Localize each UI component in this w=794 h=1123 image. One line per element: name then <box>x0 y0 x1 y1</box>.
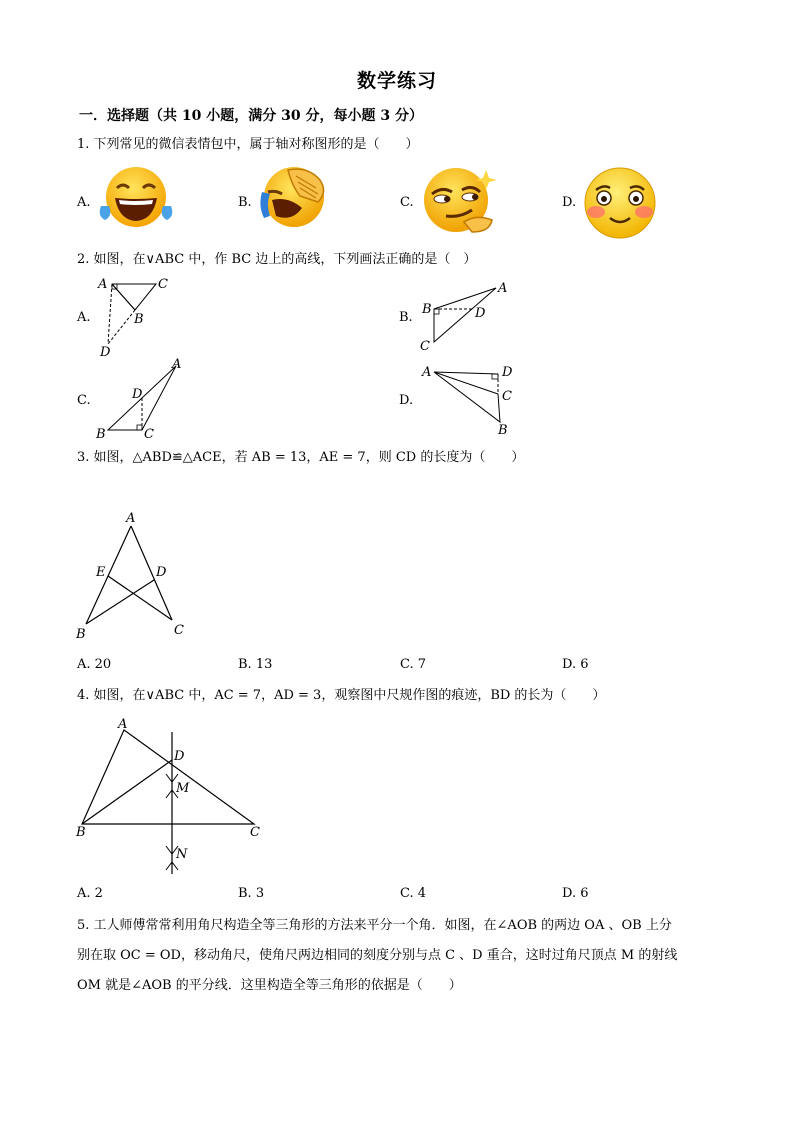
q3-option-d[interactable]: D. 6 <box>562 657 589 672</box>
q3-figure <box>72 506 202 646</box>
q2b-label-b: B <box>422 302 432 317</box>
q2b-label-c: C <box>420 339 430 354</box>
q2d-label-d: D <box>502 365 513 380</box>
q2c-label-a: A <box>172 357 182 372</box>
q3-label-c: C <box>174 623 184 638</box>
q2-option-b[interactable]: B. <box>399 310 413 325</box>
q1-option-b[interactable]: B. <box>238 195 252 210</box>
q2-option-c[interactable]: C. <box>77 393 91 408</box>
smirk-emoji <box>420 166 500 236</box>
q2-stem: 2. 如图，在∨ABC 中，作 BC 边上的高线，下列画法正确的是（ ） <box>77 252 477 267</box>
q3-label-a: A <box>126 511 136 526</box>
q2-figure-a <box>90 272 180 364</box>
q1-option-a[interactable]: A. <box>77 195 91 210</box>
q3-label-d: D <box>156 565 167 580</box>
q5-line-2: 别在取 OC = OD，移动角尺，使角尺两边相同的刻度分别与点 C 、D 重合，这时过角尺顶点 M 的射线 <box>77 948 678 963</box>
q4-figure <box>72 712 272 882</box>
q4-option-c[interactable]: C. 4 <box>400 886 427 901</box>
q2a-label-d: D <box>100 345 111 360</box>
q2a-label-a: A <box>98 277 108 292</box>
q2c-label-d: D <box>132 387 143 402</box>
q4-label-n: N <box>176 847 188 862</box>
section-heading: 一．选择题（共 10 小题，满分 30 分，每小题 3 分） <box>79 108 423 124</box>
q5-line-3: OM 就是∠AOB 的平分线．这里构造全等三角形的依据是（ ） <box>77 978 462 993</box>
q2d-label-b: B <box>498 423 508 438</box>
q3-option-c[interactable]: C. 7 <box>400 657 427 672</box>
q3-label-b: B <box>76 627 86 642</box>
q4-option-d[interactable]: D. 6 <box>562 886 589 901</box>
q4-label-m: M <box>176 781 190 796</box>
q2-figure-d <box>420 360 530 440</box>
q2d-label-c: C <box>502 389 512 404</box>
q2a-label-c: C <box>158 277 168 292</box>
q3-stem: 3. 如图，△ABD≌△ACE，若 AB = 13，AE = 7，则 CD 的长度为（ ） <box>77 450 525 465</box>
q4-label-b: B <box>76 825 86 840</box>
q2d-label-a: A <box>422 365 432 380</box>
q2a-label-b: B <box>134 312 144 327</box>
q4-label-a: A <box>118 717 128 732</box>
q1-option-d[interactable]: D. <box>562 195 577 210</box>
q3-option-b[interactable]: B. 13 <box>238 657 273 672</box>
q4-stem: 4. 如图，在∨ABC 中，AC = 7，AD = 3，观察图中尺规作图的痕迹，BD 的长为（ ） <box>77 688 606 703</box>
q2c-label-b: B <box>96 427 106 442</box>
q2c-label-c: C <box>144 427 154 442</box>
q4-option-a[interactable]: A. 2 <box>77 886 103 901</box>
q2-option-a[interactable]: A. <box>77 310 91 325</box>
q4-label-c: C <box>250 825 260 840</box>
q1-option-c[interactable]: C. <box>400 195 414 210</box>
q2-figure-c <box>92 356 192 446</box>
tears-of-joy-emoji <box>97 166 175 228</box>
q2-figure-b <box>416 276 526 356</box>
q2b-label-d: D <box>475 306 486 321</box>
q4-option-b[interactable]: B. 3 <box>238 886 265 901</box>
q2-option-d[interactable]: D. <box>399 393 414 408</box>
blush-emoji <box>582 166 660 240</box>
q4-label-d: D <box>174 749 185 764</box>
facepalm-emoji <box>258 166 328 228</box>
q2b-label-a: A <box>498 281 508 296</box>
q1-stem: 1. 下列常见的微信表情包中，属于轴对称图形的是（ ） <box>77 137 419 152</box>
q5-line-1: 5. 工人师傅常常利用角尺构造全等三角形的方法来平分一个角．如图，在∠AOB 的两边 OA 、OB 上分 <box>77 918 672 933</box>
q3-option-a[interactable]: A. 20 <box>77 657 112 672</box>
page-title: 数学练习 <box>356 70 437 92</box>
q3-label-e: E <box>96 565 106 580</box>
